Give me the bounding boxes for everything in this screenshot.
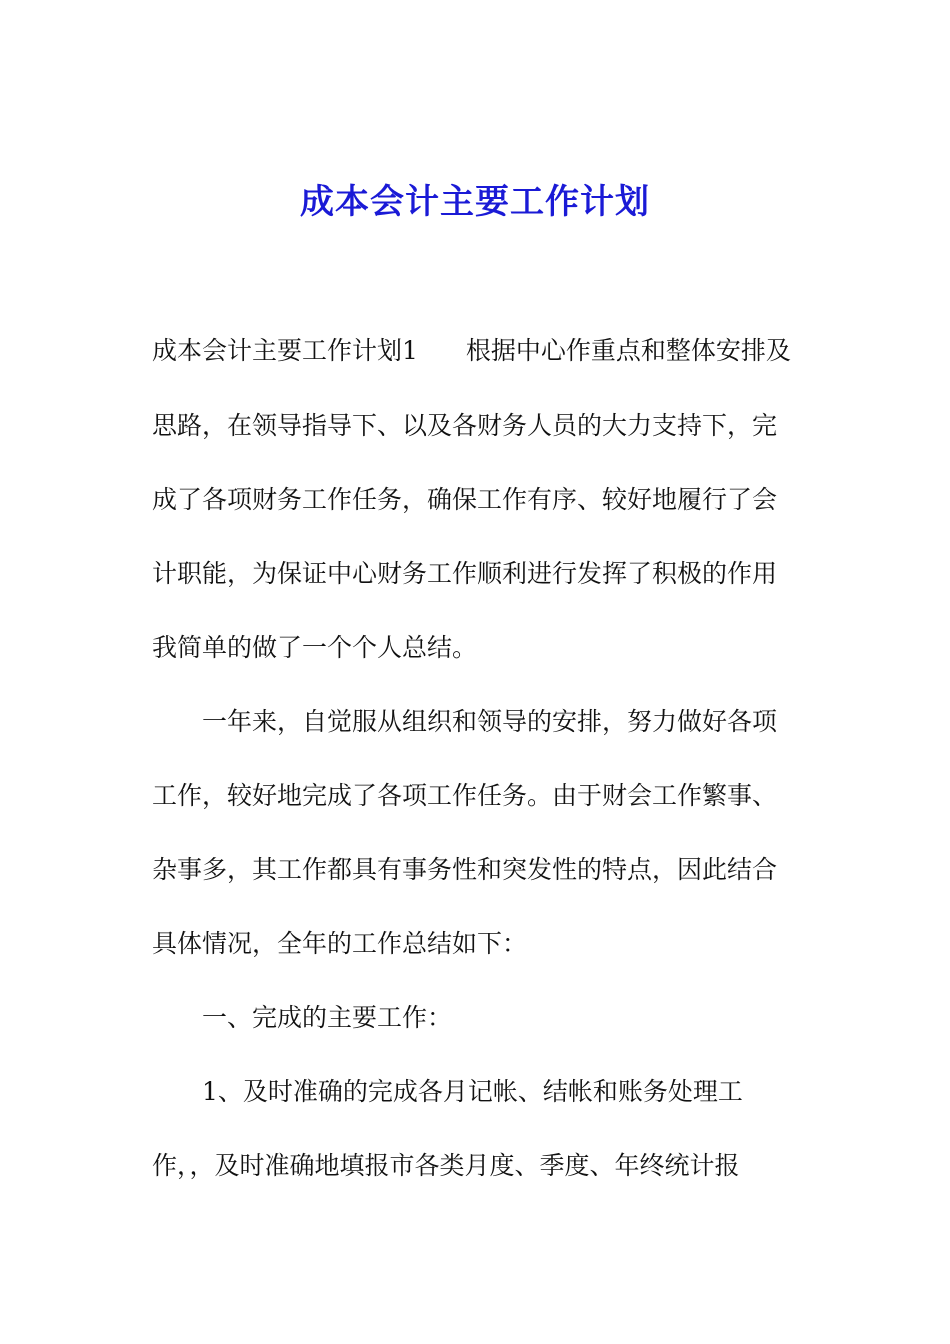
body-line-8: 杂事多，其工作都具有事务性和突发性的特点，因此结合: [152, 855, 778, 884]
body-line-7: 工作，较好地完成了各项工作任务。由于财会工作繁事、: [152, 781, 778, 810]
inline-heading: 成本会计主要工作计划1: [152, 336, 418, 365]
body-line-9: 具体情况，全年的工作总结如下：: [152, 929, 528, 958]
body-line-12: 作，，及时准确地填报市各类月度、季度、年终统计报: [152, 1151, 740, 1180]
document-title: 成本会计主要工作计划: [300, 182, 650, 222]
body-line-2: 思路，在领导指导下、以及各财务人员的大力支持下，完: [152, 411, 778, 440]
body-line-3: 成了各项财务工作任务，确保工作有序、较好地履行了会: [152, 485, 778, 514]
body-line-5: 我简单的做了一个个人总结。: [152, 633, 478, 662]
paragraph-text: 根据中心作重点和整体安排及: [465, 336, 791, 365]
body-line-11: 1、及时准确的完成各月记帐、结帐和账务处理工: [202, 1077, 743, 1106]
body-line-1: [152, 334, 832, 368]
section-heading: 一、完成的主要工作：: [202, 1003, 453, 1032]
body-line-6: 一年来，自觉服从组织和领导的安排，努力做好各项: [202, 707, 778, 736]
body-line-4: 计职能，为保证中心财务工作顺利进行发挥了积极的作用: [152, 559, 778, 588]
